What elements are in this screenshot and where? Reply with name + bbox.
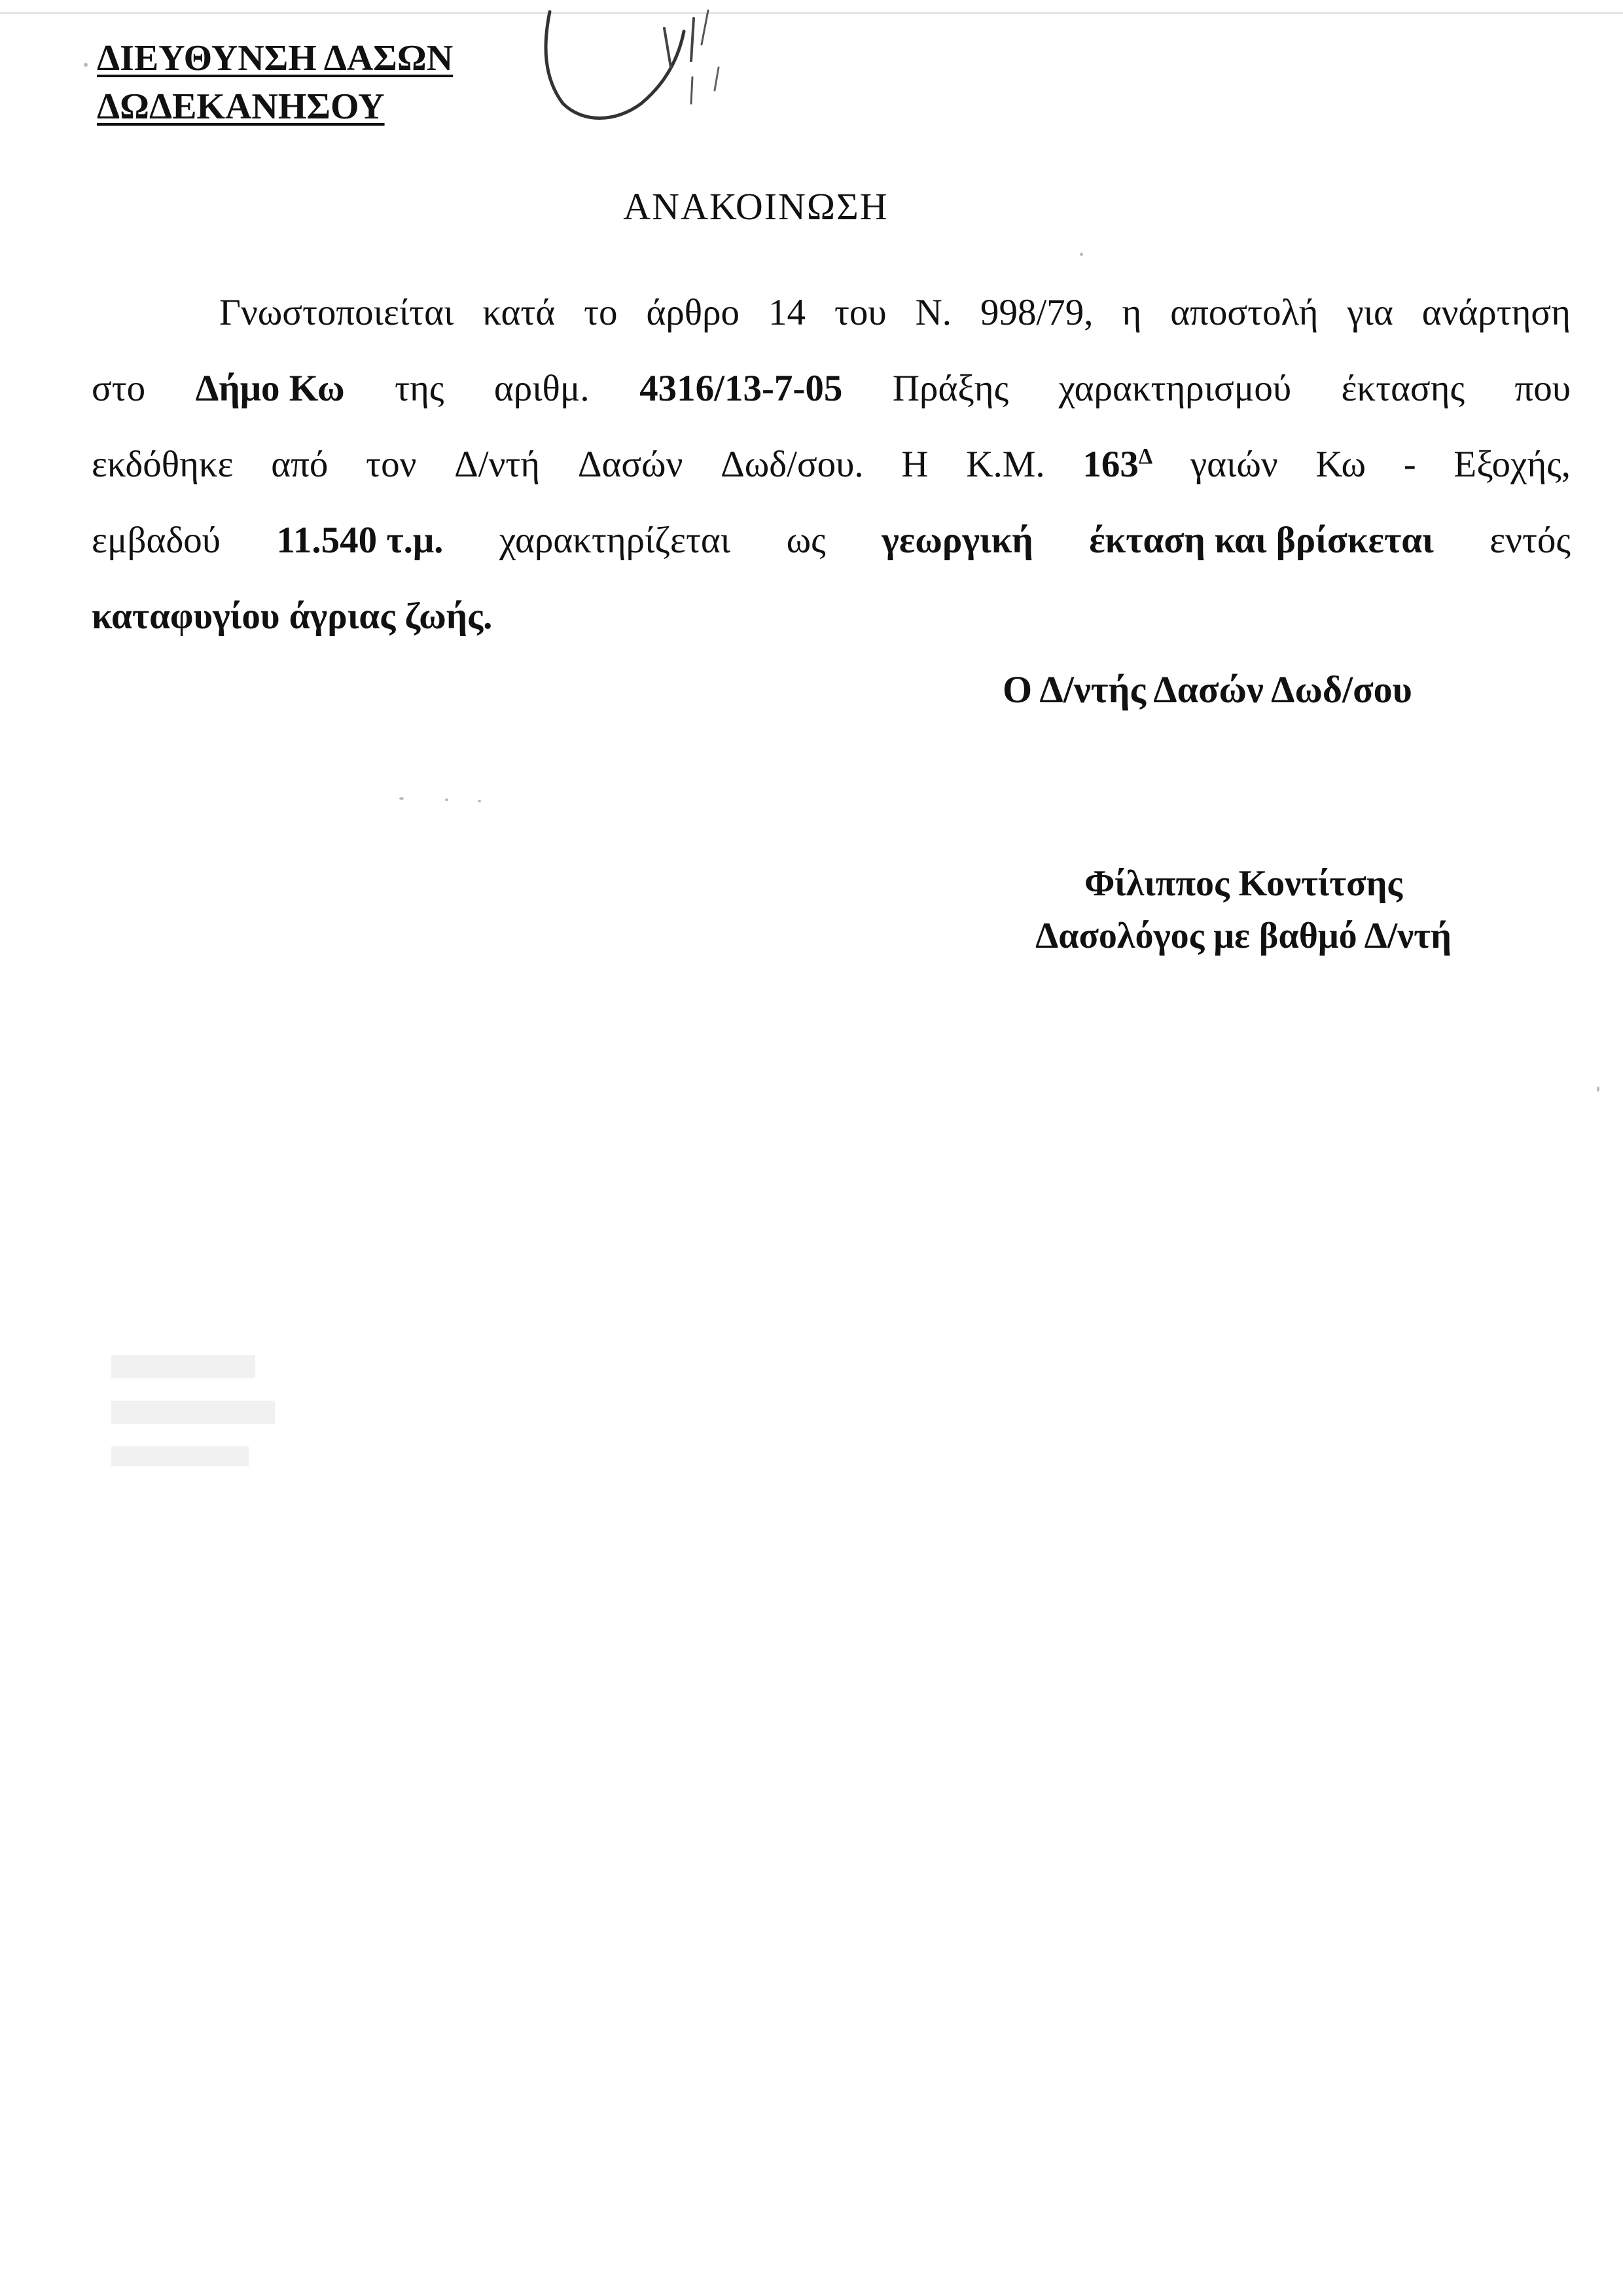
body-line-5 (92, 579, 1571, 655)
scan-speck (1080, 253, 1083, 256)
area-value: 11.540 τ.μ. (276, 520, 444, 561)
body-line-1: Γνωστοποιείται κατά το άρθρο 14 του Ν. 998/79, η αποστολή για ανάρτηση (219, 292, 1571, 333)
municipality-name: Δήμο Κω (195, 368, 345, 409)
handwritten-initials-mark (537, 5, 746, 136)
faint-bleedthrough (111, 1446, 249, 1466)
parcel-number: $163^\Delta$ (1082, 444, 1153, 485)
wildlife-refuge: καταφυγίου άγριας ζωής. (92, 596, 493, 637)
authority-line-1: ΔΙΕΥΘΥΝΣΗ ΔΑΣΩΝ (97, 38, 454, 79)
issuing-authority (97, 34, 453, 131)
scan-speck (399, 797, 404, 800)
act-number: 4316/13-7-05 (639, 368, 843, 409)
body-line-3: εκδόθηκε από τον Δ/ντή Δασών Δωδ/σου. Η Κ.Μ. $163^\Delta$ γαιών Κω - Εξοχής, (92, 427, 1571, 503)
faint-bleedthrough (111, 1355, 255, 1378)
scan-speck (84, 63, 88, 67)
body-line-2: στο Δήμο Κω της αριθμ. 4316/13-7-05 Πράξης χαρακτηρισμού έκτασης που (92, 351, 1571, 427)
scan-edge-line (0, 12, 1623, 14)
land-classification: γεωργική (882, 520, 1033, 561)
announcement-body (92, 275, 1571, 655)
scan-speck (445, 798, 448, 801)
scan-speck (1597, 1086, 1599, 1092)
scan-speck (478, 800, 481, 802)
signer-block (982, 857, 1505, 962)
body-line-4: εμβαδού 11.540 τ.μ. χαρακτηρίζεται ως γεωργική έκταση και βρίσκεται εντός (92, 503, 1571, 579)
document-title: ΑΝΑΚΟΙΝΩΣΗ (623, 185, 889, 228)
signer-rank: Δασολόγος με βαθμό Δ/ντή (1035, 916, 1452, 956)
faint-bleedthrough (111, 1401, 275, 1424)
authority-line-2: ΔΩΔΕΚΑΝΗΣΟΥ (97, 86, 385, 127)
signoff-title: Ο Δ/ντής Δασών Δωδ/σου (1003, 668, 1412, 711)
signer-name: Φίλιππος Κοντίτσης (1084, 863, 1403, 904)
